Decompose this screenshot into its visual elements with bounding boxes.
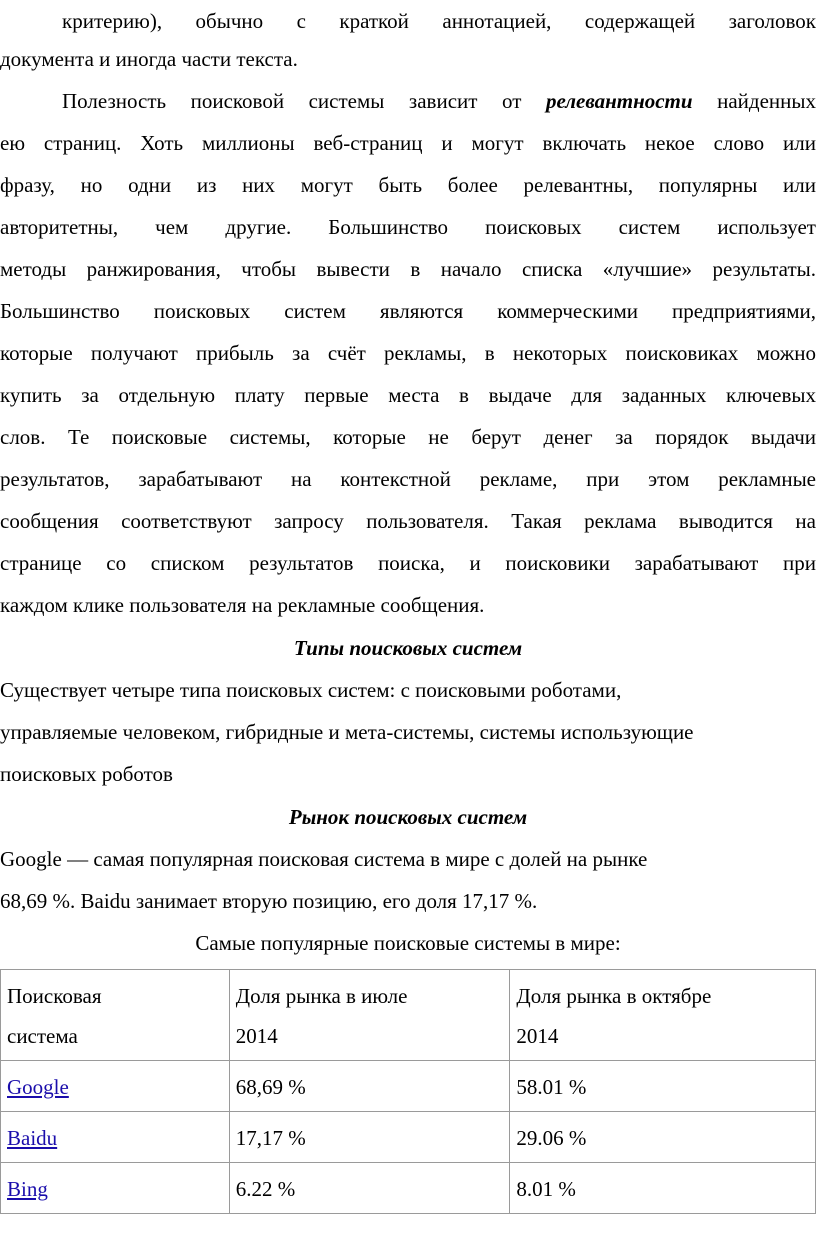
october-share-cell: 8.01 %: [510, 1163, 816, 1214]
paragraph1-line-2: документа и иногда части текста.: [0, 47, 298, 71]
table-header-row: [1, 970, 816, 1061]
paragraph2-line: странице со списком результатов поиска, и поисковики зарабатывают при: [0, 551, 816, 575]
paragraph2-line: которые получают прибыль за счёт рекламы, в некоторых поисковиках можно: [0, 341, 816, 365]
table-row: [1, 1061, 816, 1112]
header-cell-october: [510, 970, 816, 1061]
paragraph2-line-1-start: Полезность поисковой системы зависит от: [62, 89, 546, 113]
paragraph2-line: сообщения соответствуют запросу пользователя. Такая реклама выводится на: [0, 509, 816, 533]
paragraph2-line-1: [0, 80, 816, 122]
july-share-cell: 68,69 %: [229, 1061, 510, 1112]
header-text: Доля рынка в октябре: [516, 984, 712, 1008]
paragraph2-line: Большинство поисковых систем являются коммерческими предприятиями,: [0, 299, 816, 323]
baidu-link[interactable]: Baidu: [7, 1126, 58, 1150]
table-row: [1, 1163, 816, 1214]
market-line: 68,69 %. Baidu занимает вторую позицию, его доля 17,17 %.: [0, 889, 538, 913]
header-text: 2014: [235, 1024, 278, 1048]
header-text: Поисковая: [7, 984, 102, 1008]
types-line: Существует четыре типа поисковых систем: с поисковыми роботами,: [0, 678, 622, 702]
heading-search-engine-types: Типы поисковых систем: [293, 636, 523, 660]
header-text: система: [7, 1024, 78, 1048]
october-share-cell: 29.06 %: [510, 1112, 816, 1163]
october-share-cell: 58.01 %: [510, 1061, 816, 1112]
header-cell-july: [229, 970, 510, 1061]
paragraph1-line-1: критерию), обычно с краткой аннотацией, содержащей заголовок: [62, 9, 816, 33]
engine-cell: [1, 1061, 230, 1112]
types-line: поисковых роботов: [0, 762, 173, 786]
types-line: управляемые человеком, гибридные и мета-системы, системы использующие: [0, 720, 694, 744]
engine-cell: [1, 1112, 230, 1163]
paragraph2-line: результатов, зарабатывают на контекстной рекламе, при этом рекламные: [0, 467, 816, 491]
paragraph2-line-1-end: найденных: [692, 89, 816, 113]
paragraph2-line: купить за отдельную плату первые места в выдаче для заданных ключевых: [0, 383, 816, 407]
relevance-term: релевантности: [545, 89, 693, 113]
paragraph2-line: слов. Те поисковые системы, которые не берут денег за порядок выдачи: [0, 425, 816, 449]
header-cell-engine: [1, 970, 230, 1061]
market-share-table: [0, 969, 816, 1214]
paragraph2-line: каждом клике пользователя на рекламные сообщения.: [0, 593, 485, 617]
header-text: 2014: [516, 1024, 559, 1048]
july-share-cell: 6.22 %: [229, 1163, 510, 1214]
heading-search-engine-market: Рынок поисковых систем: [288, 805, 528, 829]
table-caption: Самые популярные поисковые системы в мире:: [195, 931, 621, 955]
paragraph2-line: авторитетны, чем другие. Большинство поисковых систем использует: [0, 215, 816, 239]
paragraph2-line: методы ранжирования, чтобы вывести в начало списка «лучшие» результаты.: [0, 257, 816, 281]
table-row: [1, 1112, 816, 1163]
engine-cell: [1, 1163, 230, 1214]
market-line: Google — самая популярная поисковая система в мире с долей на рынке: [0, 847, 648, 871]
bing-link[interactable]: Bing: [7, 1177, 48, 1201]
google-link[interactable]: Google: [7, 1075, 69, 1099]
paragraph2-line: фразу, но одни из них могут быть более релевантны, популярны или: [0, 173, 816, 197]
header-text: Доля рынка в июле: [235, 984, 408, 1008]
paragraph2-line: ею страниц. Хоть миллионы веб-страниц и могут включать некое слово или: [0, 131, 816, 155]
july-share-cell: 17,17 %: [229, 1112, 510, 1163]
